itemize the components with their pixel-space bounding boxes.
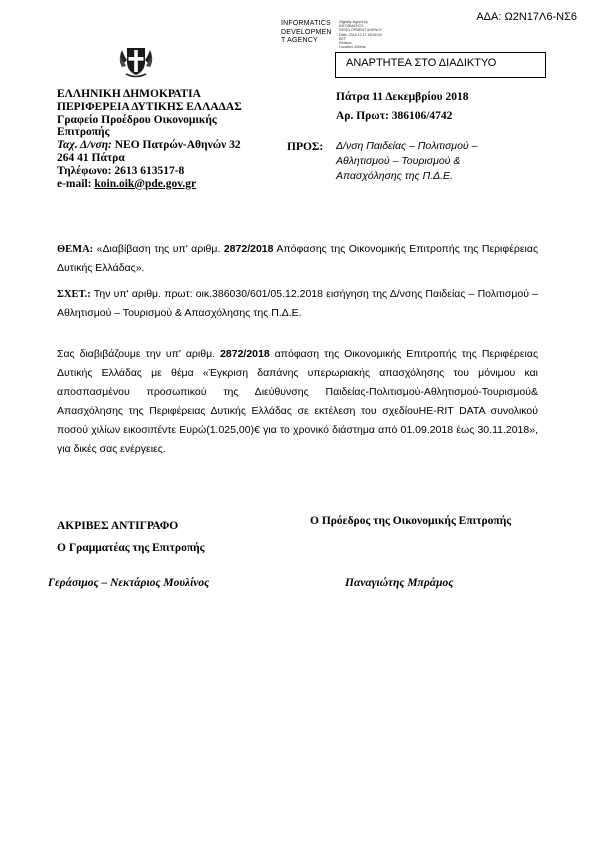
email-link[interactable]: koin.oik@pde.gov.gr (94, 177, 197, 190)
body-decision-number: 2872/2018 (220, 348, 270, 360)
secretary-title: Ο Γραμματέας της Επιτροπής (57, 542, 205, 554)
document-date: Πάτρα 11 Δεκεμβρίου 2018 (336, 91, 469, 103)
issuer-office: Γραφείο Προέδρου Οικονομικής (57, 113, 217, 126)
body-paragraph: Σας διαβιβάζουμε την υπ' αριθμ. 2872/2018 απόφαση της Οικονομικής Επιτροπής της Περιφέρειας Δυτικής Ελλάδας με θέμα «Έγκριση δαπάνης υπερωριακής απασχόλησης του μόνιμου και αποσπασμένου προσωπικού της Διεύθυνσης Παιδείας-Πολιτισμού-Αθλητισμού-Τουρισμού& Απασχόλησης της Περιφέρειας Δυτικής Ελλάδας σε εκτέλεση του σχεδίουHE-RIT DATA συνολικού ποσού χιλίων εικοσιπέντε Ευρώ(1.025,00)€ για το χρονικό διάστημα από 01.09.2018 έως 30.11.2018», για δικές σας ενέργειες. (57, 348, 539, 455)
related-label: ΣΧΕΤ.: (57, 289, 91, 300)
publish-online-box: ΑΝΑΡΤΗΤΕΑ ΣΤΟ ΔΙΑΔΙΚΤΥΟ (335, 52, 546, 78)
subject-label: ΘΕΜΑ: (57, 244, 94, 255)
document-meta (336, 88, 469, 126)
chairman-name: Παναγιώτης Μπράμος (345, 577, 454, 589)
issuer-country: ΕΛΛΗΝΙΚΗ ΔΗΜΟΚΡΑΤΙΑ (57, 88, 201, 100)
protocol-number: Αρ. Πρωτ: 386106/4742 (336, 110, 453, 122)
issuer-email: e-mail: koin.oik@pde.gov.gr (57, 177, 197, 190)
recipient-block: Δ/νση Παιδείας – Πολιτισμού – Αθλητισμού – Τουρισμού & Απασχόλησης της Π.Δ.Ε. (336, 140, 478, 182)
greek-coat-of-arms-icon (116, 40, 156, 80)
chairman-title: Ο Πρόεδρος της Οικονομικής Επιτροπής (310, 515, 512, 527)
issuer-postcode: 264 41 Πάτρα (57, 151, 125, 164)
issuer-block (57, 88, 242, 190)
decision-number: 2872/2018 (223, 243, 274, 255)
ada-code: ΑΔΑ: Ω2Ν17Λ6-ΝΣ6 (476, 11, 577, 23)
stamp-signature-details: Digitally signed by INFORMATICS DEVELOPMENT AGENCY Date: 2018.12.17 16:06:09 EET Reason: Location: Athens (339, 20, 383, 50)
issuer-office-cont: Επιτροπής (57, 126, 110, 139)
digital-signature-stamp (281, 20, 421, 52)
recipient-label: ΠΡΟΣ: (287, 141, 324, 153)
stamp-agency-name: INFORMATICS DEVELOPMEN T AGENCY (281, 20, 332, 44)
related-paragraph: ΣΧΕΤ.: Την υπ' αριθμ. πρωτ: οικ.386030/601/05.12.2018 εισήγηση της Δ/νσης Παιδείας – Πολιτισμού – Αθλητισμού – Τουρισμού & Απασχόλησης της Π.Δ.Ε. (57, 288, 538, 319)
true-copy-label: ΑΚΡΙΒΕΣ ΑΝΤΙΓΡΑΦΟ (57, 520, 179, 532)
secretary-name: Γεράσιμος – Νεκτάριος Μουλίνος (48, 577, 210, 589)
secretary-signature-block (57, 515, 205, 559)
issuer-phone: Τηλέφωνο: 2613 613517-8 (57, 164, 185, 177)
subject-paragraph: ΘΕΜΑ: «Διαβίβαση της υπ' αριθμ. 2872/2018 Απόφασης της Οικονομικής Επιτροπής της Περιφέρειας Δυτικής Ελλάδας». (57, 243, 538, 274)
issuer-address: Ταχ. Δ/νση: ΝΕΟ Πατρών-Αθηνών 32 (57, 139, 241, 152)
issuer-region: ΠΕΡΙΦΕΡΕΙΑ ΔΥΤΙΚΗΣ ΕΛΛΑΔΑΣ (57, 100, 242, 113)
